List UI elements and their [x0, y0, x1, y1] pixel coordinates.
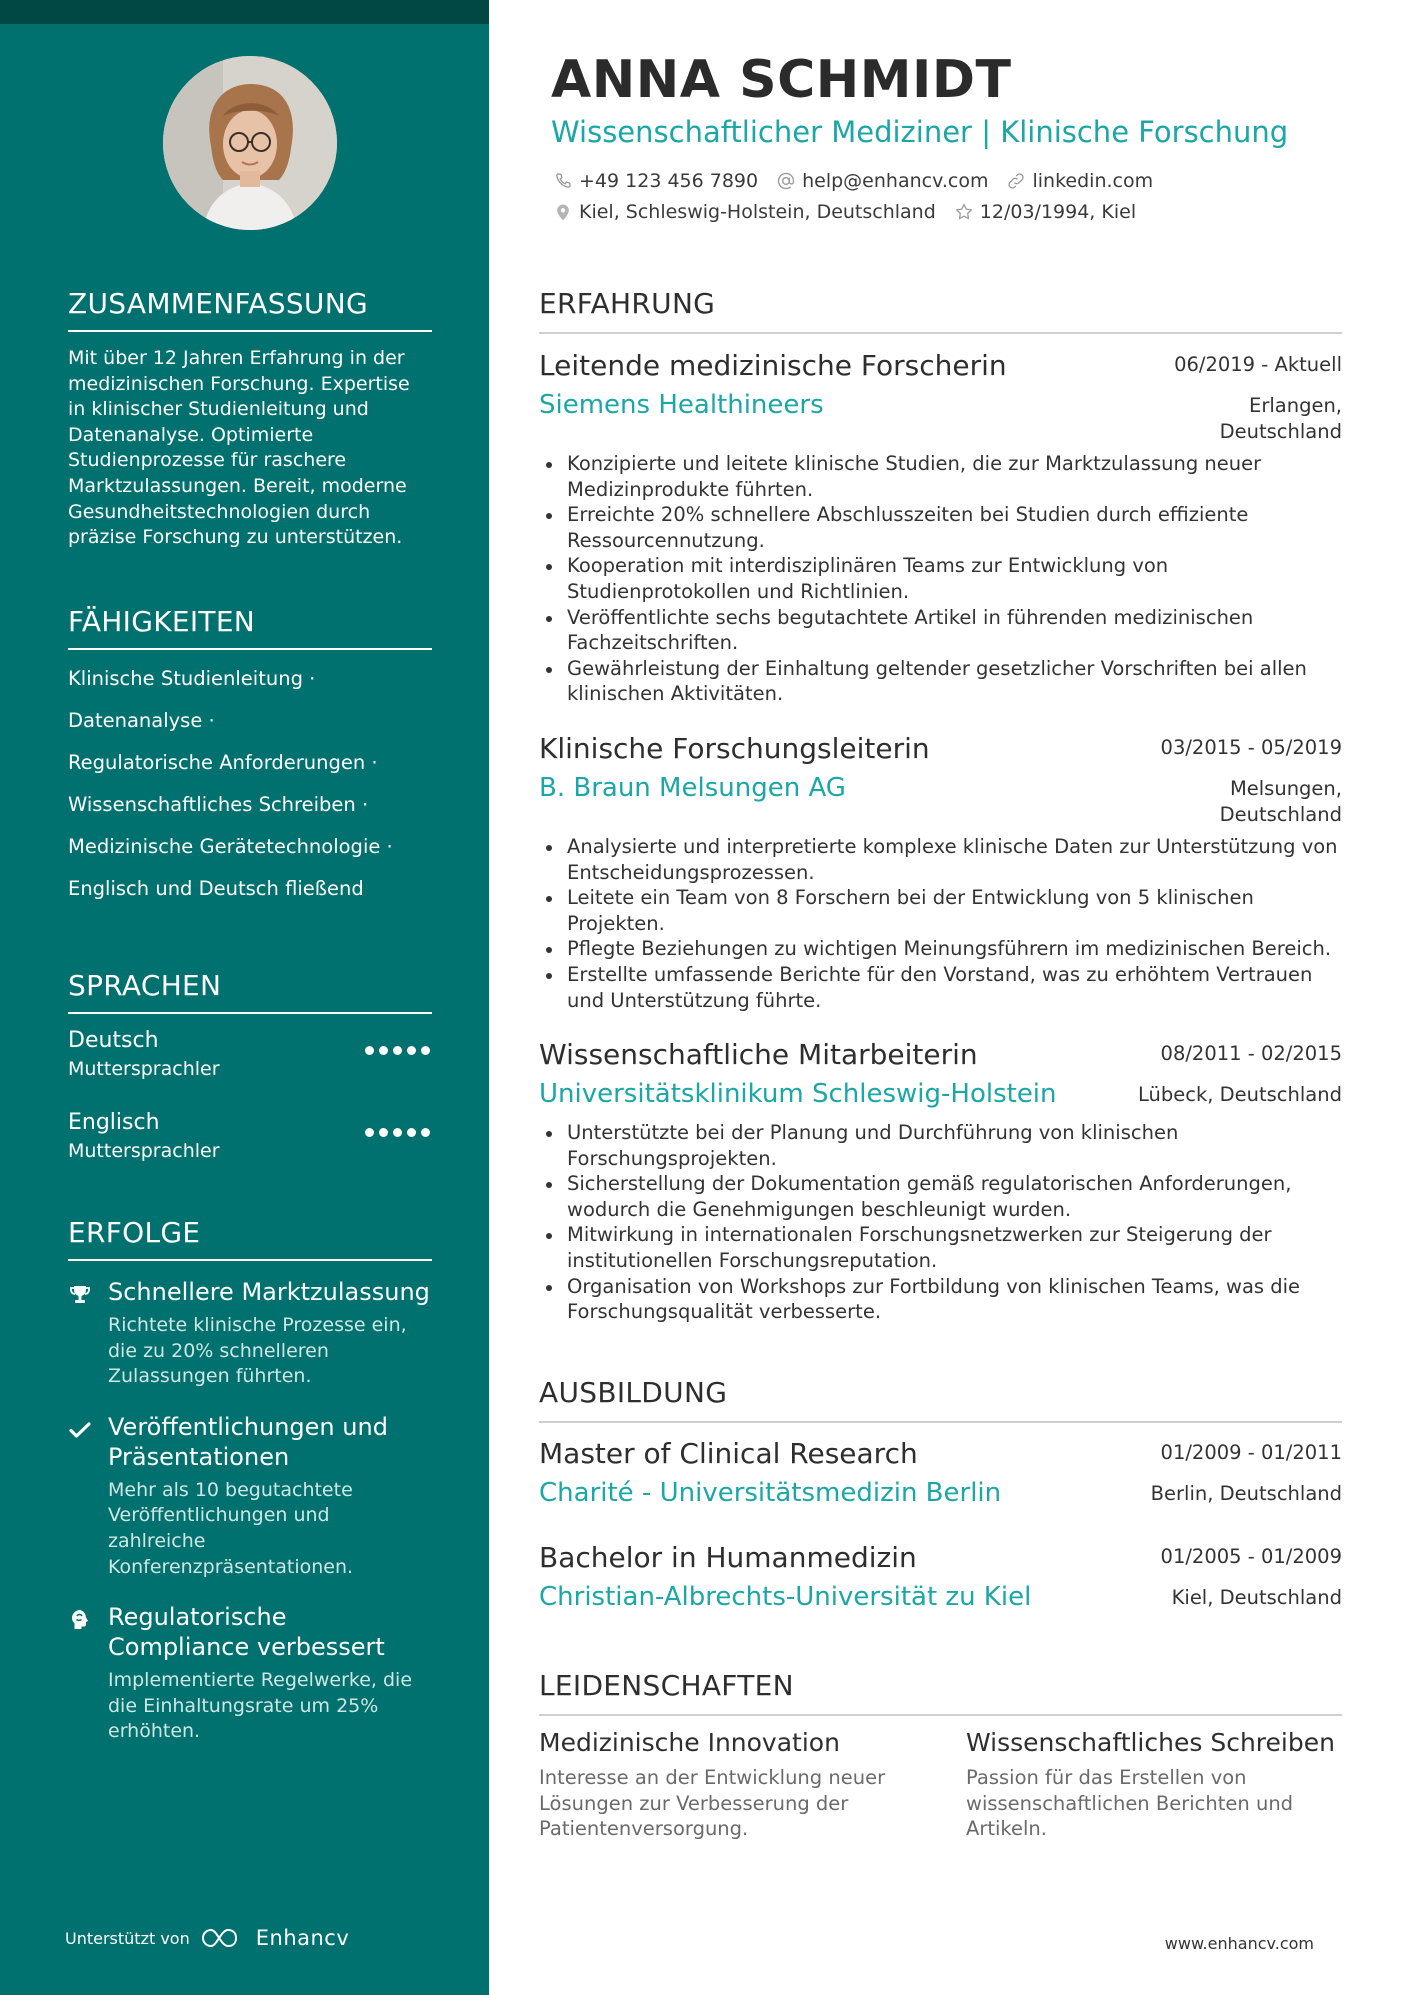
achievement-description: Implementierte Regelwerke, die die Einhaltungsrate um 25% erhöhten.	[108, 1669, 413, 1743]
job-company: Universitätsklinikum Schleswig-Holstein	[539, 1079, 1057, 1109]
language-item	[68, 1108, 432, 1190]
email-text[interactable]: help@enhancv.com	[802, 170, 989, 192]
link-contact[interactable]	[1006, 170, 1153, 192]
phone-icon	[553, 171, 573, 191]
education-date: 01/2005 - 01/2009	[1160, 1545, 1342, 1568]
passion-description: Passion für das Erstellen von wissenschaftlichen Berichten und Artikeln.	[966, 1766, 1294, 1841]
summary-title: ZUSAMMENFASSUNG	[68, 287, 432, 332]
location-text: Kiel, Schleswig-Holstein, Deutschland	[579, 201, 936, 223]
language-level: Muttersprachler	[68, 1140, 220, 1162]
job-role: Klinische Forschungsleiterin	[539, 732, 930, 765]
skill-item: Medizinische Gerätetechnologie ·	[68, 835, 393, 858]
passions-title: LEIDENSCHAFTEN	[539, 1669, 1342, 1716]
checkmark-icon	[68, 1418, 92, 1442]
skill-item: Regulatorische Anforderungen ·	[68, 751, 378, 774]
powered-by	[65, 1926, 349, 1950]
job-bullet: Gewährleistung der Einhaltung geltender gesetzlicher Vorschriften bei allen klinischen Aktivitäten.	[541, 656, 1341, 707]
powered-label: Unterstützt von	[65, 1928, 190, 1948]
education-title: AUSBILDUNG	[539, 1376, 1342, 1423]
achievement-item	[68, 1602, 432, 1745]
job-role: Wissenschaftliche Mitarbeiterin	[539, 1038, 978, 1071]
sidebar	[0, 0, 489, 1995]
job-bullet: Mitwirkung in internationalen Forschungsnetzwerken zur Steigerung der institutionellen Forschungsreputation.	[541, 1222, 1341, 1273]
education-school: Christian-Albrechts-Universität zu Kiel	[539, 1582, 1032, 1612]
star-icon	[954, 202, 974, 222]
job-bullet: Unterstützte bei der Planung und Durchführung von klinischen Forschungsprojekten.	[541, 1120, 1341, 1171]
job-bullet: Sicherstellung der Dokumentation gemäß regulatorischen Anforderungen, wodurch die Genehmigungen beschleunigt wurden.	[541, 1171, 1341, 1222]
education-location: Berlin, Deutschland	[1150, 1482, 1342, 1505]
skill-item: Wissenschaftliches Schreiben ·	[68, 793, 369, 816]
job-role: Leitende medizinische Forscherin	[539, 349, 1007, 382]
achievement-title: Veröffentlichungen und Präsentationen	[108, 1412, 388, 1471]
job-bullet: Leitete ein Team von 8 Forschern bei der Entwicklung von 5 klinischen Projekten.	[541, 885, 1341, 936]
achievement-title: Regulatorische Compliance verbessert	[108, 1603, 385, 1662]
job-bullets	[541, 834, 1341, 1013]
skill-item: Englisch und Deutsch fließend	[68, 877, 364, 900]
skills-section	[68, 605, 432, 916]
passions-section	[539, 1669, 1342, 1716]
location-pin-icon	[553, 202, 573, 222]
skills-list	[68, 664, 432, 916]
trophy-icon	[68, 1283, 92, 1307]
location-contact	[553, 201, 936, 223]
birth-contact	[954, 201, 1136, 223]
language-level: Muttersprachler	[68, 1058, 220, 1080]
achievement-item	[68, 1412, 432, 1580]
job-bullet: Kooperation mit interdisziplinären Teams zur Entwicklung von Studienprotokollen und Richtlinien.	[541, 553, 1341, 604]
birth-text: 12/03/1994, Kiel	[979, 201, 1137, 223]
profile-photo-illustration	[163, 56, 337, 230]
passion-title: Wissenschaftliches Schreiben	[966, 1728, 1335, 1757]
experience-title: ERFAHRUNG	[539, 287, 1342, 334]
education-degree: Master of Clinical Research	[539, 1437, 918, 1470]
languages-title: SPRACHEN	[68, 969, 432, 1014]
education-location: Kiel, Deutschland	[1171, 1586, 1342, 1609]
passion-description: Interesse an der Entwicklung neuer Lösungen zur Verbesserung der Patientenversorgung.	[539, 1766, 886, 1841]
achievement-description: Mehr als 10 begutachtete Veröffentlichungen und zahlreiche Konferenzpräsentationen.	[108, 1478, 354, 1578]
education-date: 01/2009 - 01/2011	[1160, 1441, 1342, 1464]
language-name: Deutsch	[68, 1028, 159, 1053]
experience-section	[539, 287, 1342, 334]
skill-item: Klinische Studienleitung ·	[68, 667, 316, 690]
enhancv-brand: Enhancv	[255, 1926, 350, 1950]
job-bullet: Organisation von Workshops zur Fortbildung von klinischen Teams, was die Forschungsqualität verbesserte.	[541, 1274, 1341, 1325]
achievement-item	[68, 1277, 432, 1390]
job-date: 08/2011 - 02/2015	[1160, 1042, 1342, 1065]
education-degree: Bachelor in Humanmedizin	[539, 1541, 917, 1574]
footer-url[interactable]: www.enhancv.com	[1164, 1934, 1314, 1953]
job-date: 06/2019 - Aktuell	[1174, 353, 1342, 376]
passion-title: Medizinische Innovation	[539, 1728, 840, 1757]
job-location: Erlangen, Deutschland	[1219, 394, 1342, 443]
achievements-section	[68, 1216, 432, 1767]
job-date: 03/2015 - 05/2019	[1160, 736, 1342, 759]
candidate-headline: Wissenschaftlicher Mediziner | Klinische Forschung	[551, 115, 1289, 149]
skills-title: FÄHIGKEITEN	[68, 605, 432, 650]
brain-icon	[68, 1608, 92, 1632]
language-item	[68, 1026, 432, 1108]
education-school: Charité - Universitätsmedizin Berlin	[539, 1478, 1002, 1508]
education-entry	[539, 1437, 1342, 1517]
job-bullets	[541, 451, 1341, 707]
achievements-title: ERFOLGE	[68, 1216, 432, 1261]
languages-section	[68, 969, 432, 1190]
job-company: B. Braun Melsungen AG	[539, 773, 846, 803]
passion-item	[966, 1728, 1346, 1842]
job-bullet: Analysierte und interpretierte komplexe klinische Daten zur Unterstützung von Entscheidungsprozessen.	[541, 834, 1341, 885]
language-proficiency-dots	[365, 1046, 430, 1055]
enhancv-logo-icon	[200, 1927, 246, 1949]
contact-row	[553, 201, 1136, 223]
achievement-title: Schnellere Marktzulassung	[108, 1278, 430, 1306]
email-contact[interactable]	[776, 170, 988, 192]
job-bullet: Erstellte umfassende Berichte für den Vorstand, was zu erhöhtem Vertrauen und Unterstützung führte.	[541, 962, 1341, 1013]
job-bullets	[541, 1120, 1341, 1325]
summary-text: Mit über 12 Jahren Erfahrung in der medizinischen Forschung. Expertise in klinischer Studienleitung und Datenanalyse. Optimierte Studienprozesse für raschere Marktzulassungen. Bereit, moderne Gesundheitstechnologien durch präzise Forschung zu unterstützen.	[68, 347, 410, 549]
phone-contact	[553, 170, 758, 192]
main-content	[539, 0, 1342, 1995]
passion-item	[539, 1728, 919, 1842]
job-company: Siemens Healthineers	[539, 390, 824, 420]
job-bullet: Veröffentlichte sechs begutachtete Artikel in führenden medizinischen Fachzeitschriften.	[541, 605, 1341, 656]
job-bullet: Erreichte 20% schnellere Abschlusszeiten bei Studien durch effiziente Ressourcennutzung.	[541, 502, 1341, 553]
link-icon	[1006, 171, 1026, 191]
job-location: Lübeck, Deutschland	[1137, 1083, 1342, 1106]
sidebar-top-bar	[0, 0, 489, 24]
language-name: Englisch	[68, 1110, 160, 1135]
summary-section	[68, 287, 432, 551]
job-bullet: Pflegte Beziehungen zu wichtigen Meinungsführern im medizinischen Bereich.	[541, 936, 1341, 962]
job-bullet: Konzipierte und leitete klinische Studien, die zur Marktzulassung neuer Medizinprodukte führten.	[541, 451, 1341, 502]
job-location: Melsungen, Deutschland	[1219, 777, 1342, 826]
contact-row	[553, 170, 1153, 192]
profile-photo	[163, 56, 337, 230]
education-section	[539, 1376, 1342, 1423]
skill-item: Datenanalyse ·	[68, 709, 215, 732]
achievement-description: Richtete klinische Prozesse ein, die zu 20% schnelleren Zulassungen führten.	[108, 1314, 407, 1388]
education-entry	[539, 1541, 1342, 1621]
at-icon	[776, 171, 796, 191]
phone-text: +49 123 456 7890	[579, 170, 759, 192]
candidate-name: ANNA SCHMIDT	[551, 50, 1012, 110]
language-proficiency-dots	[365, 1128, 430, 1137]
link-text[interactable]: linkedin.com	[1032, 170, 1154, 192]
